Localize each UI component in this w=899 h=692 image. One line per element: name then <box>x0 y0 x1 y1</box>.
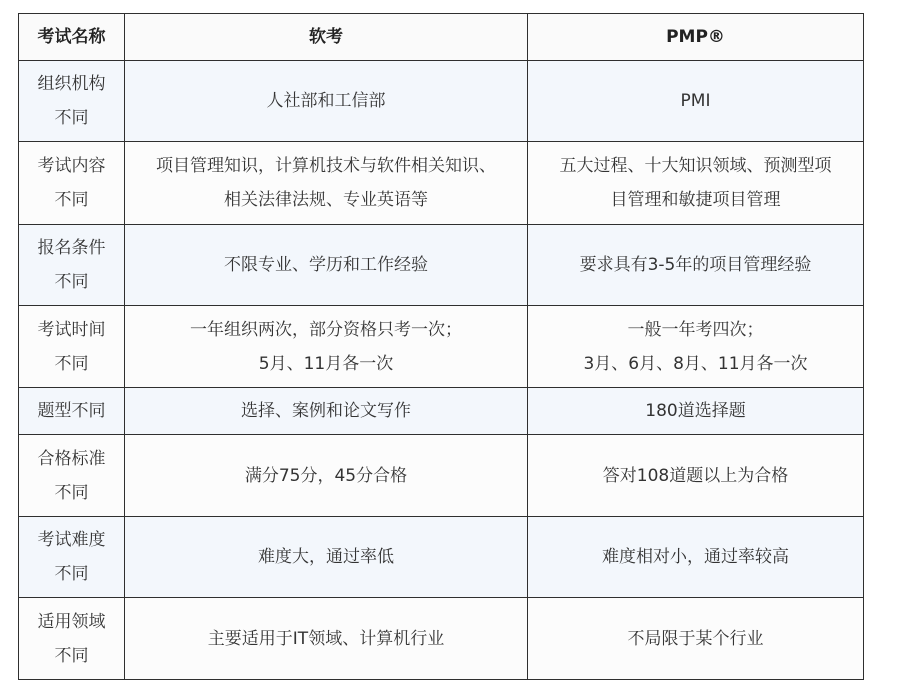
table-row <box>19 388 864 435</box>
row-label-line: 不同 <box>54 482 89 503</box>
ruankao-cell <box>125 517 528 598</box>
ruankao-cell <box>125 598 528 680</box>
row-label-line: 合格标准 <box>37 448 106 469</box>
table-row <box>19 225 864 306</box>
cell-text: PMI <box>680 91 711 111</box>
cell-text: 答对108道题以上为合格 <box>602 465 789 486</box>
pmp-cell <box>528 142 864 225</box>
cell-text: 不局限于某个行业 <box>627 628 764 649</box>
row-label-cell <box>19 225 125 306</box>
cell-text: 相关法律法规、专业英语等 <box>224 190 428 210</box>
header-ruankao: 软考 <box>125 14 528 61</box>
cell-text: 5月、11月各一次 <box>258 353 394 374</box>
cell-text: 一般一年考四次； <box>627 319 764 340</box>
row-label-line: 不同 <box>54 564 89 584</box>
pmp-cell <box>528 435 864 517</box>
cell-text: 选择、案例和论文写作 <box>241 401 411 421</box>
header-exam-name: 考试名称 <box>19 14 125 61</box>
table-row <box>19 61 864 142</box>
cell-text: 项目管理知识，计算机技术与软件相关知识、 <box>156 156 496 176</box>
row-label-cell <box>19 435 125 517</box>
cell-text: 目管理和敏捷项目管理 <box>610 190 781 210</box>
cell-text: 难度大，通过率低 <box>258 547 394 567</box>
table-row <box>19 142 864 225</box>
header-row <box>19 14 864 61</box>
row-label-cell <box>19 517 125 598</box>
cell-text: 满分75分，45分合格 <box>244 465 408 486</box>
pmp-cell <box>528 598 864 680</box>
cell-text: 要求具有3-5年的项目管理经验 <box>579 255 812 275</box>
pmp-cell <box>528 61 864 142</box>
row-label-line: 不同 <box>54 108 89 128</box>
row-label-line: 不同 <box>54 190 89 210</box>
pmp-cell <box>528 225 864 306</box>
cell-text: 难度相对小，通过率较高 <box>602 547 789 567</box>
table-row <box>19 306 864 388</box>
ruankao-cell <box>125 435 528 517</box>
cell-text: 3月、6月、8月、11月各一次 <box>583 353 808 374</box>
cell-text: 不限专业、学历和工作经验 <box>224 255 428 275</box>
cell-text: 180道选择题 <box>645 401 746 421</box>
row-label-cell <box>19 598 125 680</box>
row-label-line: 不同 <box>54 272 89 292</box>
cell-text: 一年组织两次，部分资格只考一次； <box>190 319 462 340</box>
row-label-line: 适用领域 <box>37 611 106 632</box>
row-label-cell <box>19 61 125 142</box>
row-label-line: 考试内容 <box>37 156 106 176</box>
row-label-line: 考试时间 <box>37 319 106 340</box>
row-label-line: 不同 <box>54 645 89 666</box>
row-label-line: 组织机构 <box>37 74 106 94</box>
row-label-line: 不同 <box>54 353 89 374</box>
row-label-cell <box>19 306 125 388</box>
ruankao-cell <box>125 61 528 142</box>
row-label-cell <box>19 142 125 225</box>
pmp-cell <box>528 517 864 598</box>
pmp-cell <box>528 388 864 435</box>
table-row <box>19 435 864 517</box>
table-row <box>19 517 864 598</box>
table-row <box>19 598 864 680</box>
pmp-cell <box>528 306 864 388</box>
comparison-table <box>18 13 864 680</box>
ruankao-cell <box>125 142 528 225</box>
cell-text: 五大过程、十大知识领域、预测型项 <box>559 156 832 176</box>
row-label-line: 题型不同 <box>37 401 106 421</box>
row-label-line: 报名条件 <box>37 238 106 258</box>
ruankao-cell <box>125 388 528 435</box>
header-pmp: PMP® <box>528 14 864 61</box>
row-label-cell <box>19 388 125 435</box>
ruankao-cell <box>125 306 528 388</box>
row-label-line: 考试难度 <box>37 530 106 550</box>
cell-text: 人社部和工信部 <box>266 91 386 111</box>
ruankao-cell <box>125 225 528 306</box>
cell-text: 主要适用于IT领域、计算机行业 <box>207 628 445 649</box>
